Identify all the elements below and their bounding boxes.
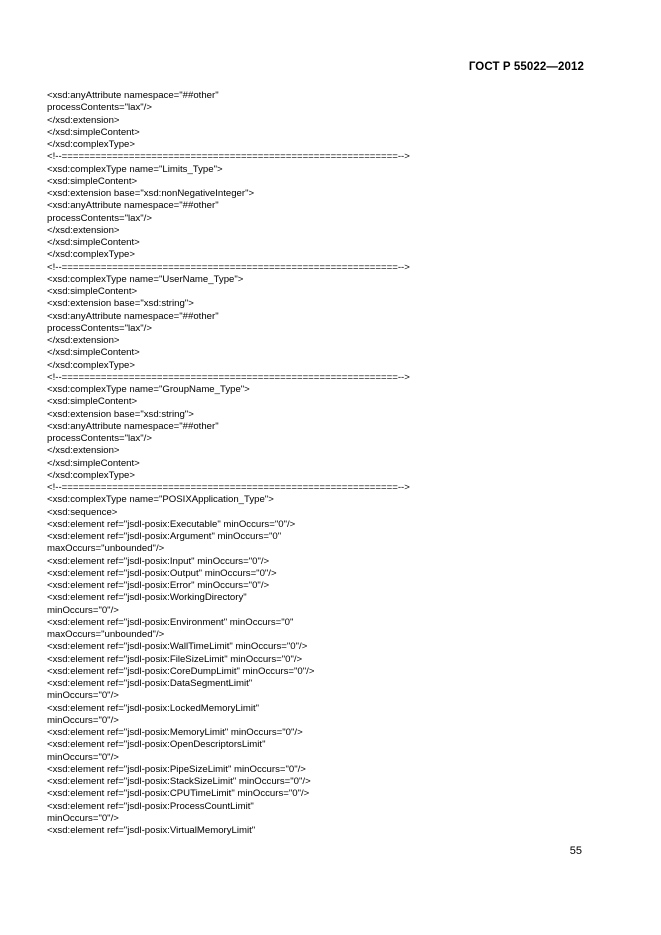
- code-line: <!--============================================================-->: [47, 261, 410, 273]
- code-line: <xsd:element ref="jsdl-posix:OpenDescriptorsLimit": [47, 739, 266, 751]
- code-line: processContents="lax"/>: [47, 212, 152, 224]
- code-line: <xsd:element ref="jsdl-posix:MemoryLimit" minOccurs="0"/>: [47, 727, 303, 738]
- code-line: </xsd:extension>: [47, 335, 120, 346]
- code-line: processContents="lax"/>: [47, 322, 152, 334]
- code-line: <!--============================================================-->: [47, 371, 410, 383]
- code-line: minOccurs="0"/>: [47, 751, 119, 763]
- code-line: <xsd:element ref="jsdl-posix:StackSizeLimit" minOccurs="0"/>: [47, 776, 311, 787]
- code-line: <xsd:complexType name="POSIXApplication_Type">: [47, 494, 274, 506]
- code-line: <xsd:extension base="xsd:string">: [47, 408, 194, 420]
- code-line: <!--============================================================-->: [47, 482, 410, 493]
- code-line: minOccurs="0"/>: [47, 714, 119, 726]
- code-line: <xsd:anyAttribute namespace="##other": [47, 420, 219, 432]
- code-line: </xsd:simpleContent>: [47, 457, 140, 469]
- code-line: <xsd:element ref="jsdl-posix:ProcessCountLimit": [47, 800, 254, 812]
- code-line: </xsd:complexType>: [47, 249, 135, 261]
- code-line: <xsd:element ref="jsdl-posix:WorkingDirectory": [47, 592, 247, 604]
- code-line: minOccurs="0"/>: [47, 604, 119, 616]
- code-line: <xsd:sequence>: [47, 506, 118, 518]
- code-line: <xsd:complexType name="UserName_Type">: [47, 273, 244, 285]
- code-line: <xsd:extension base="xsd:string">: [47, 298, 194, 310]
- code-line: <xsd:anyAttribute namespace="##other": [47, 200, 219, 212]
- code-line: </xsd:extension>: [47, 114, 120, 126]
- code-line: <xsd:element ref="jsdl-posix:VirtualMemoryLimit": [47, 825, 256, 836]
- document-standard-header: ГОСТ Р 55022—2012: [468, 61, 584, 73]
- code-line: <xsd:simpleContent>: [47, 175, 138, 187]
- code-line: <xsd:element ref="jsdl-posix:PipeSizeLimit" minOccurs="0"/>: [47, 763, 306, 775]
- code-line: <!--============================================================-->: [47, 151, 410, 163]
- page-number: 55: [569, 845, 582, 857]
- code-line: </xsd:extension>: [47, 445, 120, 457]
- code-line: minOccurs="0"/>: [47, 690, 119, 702]
- code-line: <xsd:extension base="xsd:nonNegativeInteger">: [47, 188, 255, 199]
- code-line: processContents="lax"/>: [47, 433, 152, 444]
- code-line: </xsd:simpleContent>: [47, 347, 140, 359]
- code-line: <xsd:element ref="jsdl-posix:Argument" minOccurs="0": [47, 531, 282, 542]
- code-line: <xsd:element ref="jsdl-posix:Input" minOccurs="0"/>: [47, 555, 270, 567]
- code-line: <xsd:element ref="jsdl-posix:DataSegmentLimit": [47, 678, 253, 689]
- code-line: </xsd:complexType>: [47, 359, 135, 371]
- code-line: <xsd:anyAttribute namespace="##other": [47, 90, 219, 101]
- code-line: <xsd:simpleContent>: [47, 286, 138, 297]
- code-line: <xsd:element ref="jsdl-posix:Output" minOccurs="0"/>: [47, 567, 277, 579]
- code-line: maxOccurs="unbounded"/>: [47, 629, 165, 640]
- code-line: <xsd:element ref="jsdl-posix:WallTimeLimit" minOccurs="0"/>: [47, 641, 308, 653]
- code-line: <xsd:element ref="jsdl-posix:Error" minOccurs="0"/>: [47, 580, 270, 591]
- xsd-code-listing: [47, 90, 587, 837]
- code-line: </xsd:extension>: [47, 224, 120, 236]
- code-line: <xsd:element ref="jsdl-posix:Environment" minOccurs="0": [47, 616, 294, 628]
- code-line: <xsd:element ref="jsdl-posix:CoreDumpLimit" minOccurs="0"/>: [47, 665, 315, 677]
- code-line: minOccurs="0"/>: [47, 812, 119, 824]
- code-line: <xsd:element ref="jsdl-posix:CPUTimeLimit" minOccurs="0"/>: [47, 788, 310, 800]
- code-line: <xsd:anyAttribute namespace="##other": [47, 310, 219, 322]
- code-line: </xsd:simpleContent>: [47, 126, 140, 138]
- code-line: <xsd:simpleContent>: [47, 396, 138, 408]
- code-line: <xsd:complexType name="GroupName_Type">: [47, 384, 250, 395]
- code-line: <xsd:element ref="jsdl-posix:FileSizeLimit" minOccurs="0"/>: [47, 653, 303, 665]
- code-line: <xsd:element ref="jsdl-posix:Executable" minOccurs="0"/>: [47, 518, 296, 530]
- code-line: </xsd:complexType>: [47, 139, 135, 150]
- code-line: <xsd:element ref="jsdl-posix:LockedMemoryLimit": [47, 702, 260, 714]
- code-line: <xsd:complexType name="Limits_Type">: [47, 163, 223, 175]
- code-line: </xsd:complexType>: [47, 469, 135, 481]
- code-line: processContents="lax"/>: [47, 102, 152, 114]
- code-line: maxOccurs="unbounded"/>: [47, 543, 165, 555]
- code-line: </xsd:simpleContent>: [47, 237, 140, 248]
